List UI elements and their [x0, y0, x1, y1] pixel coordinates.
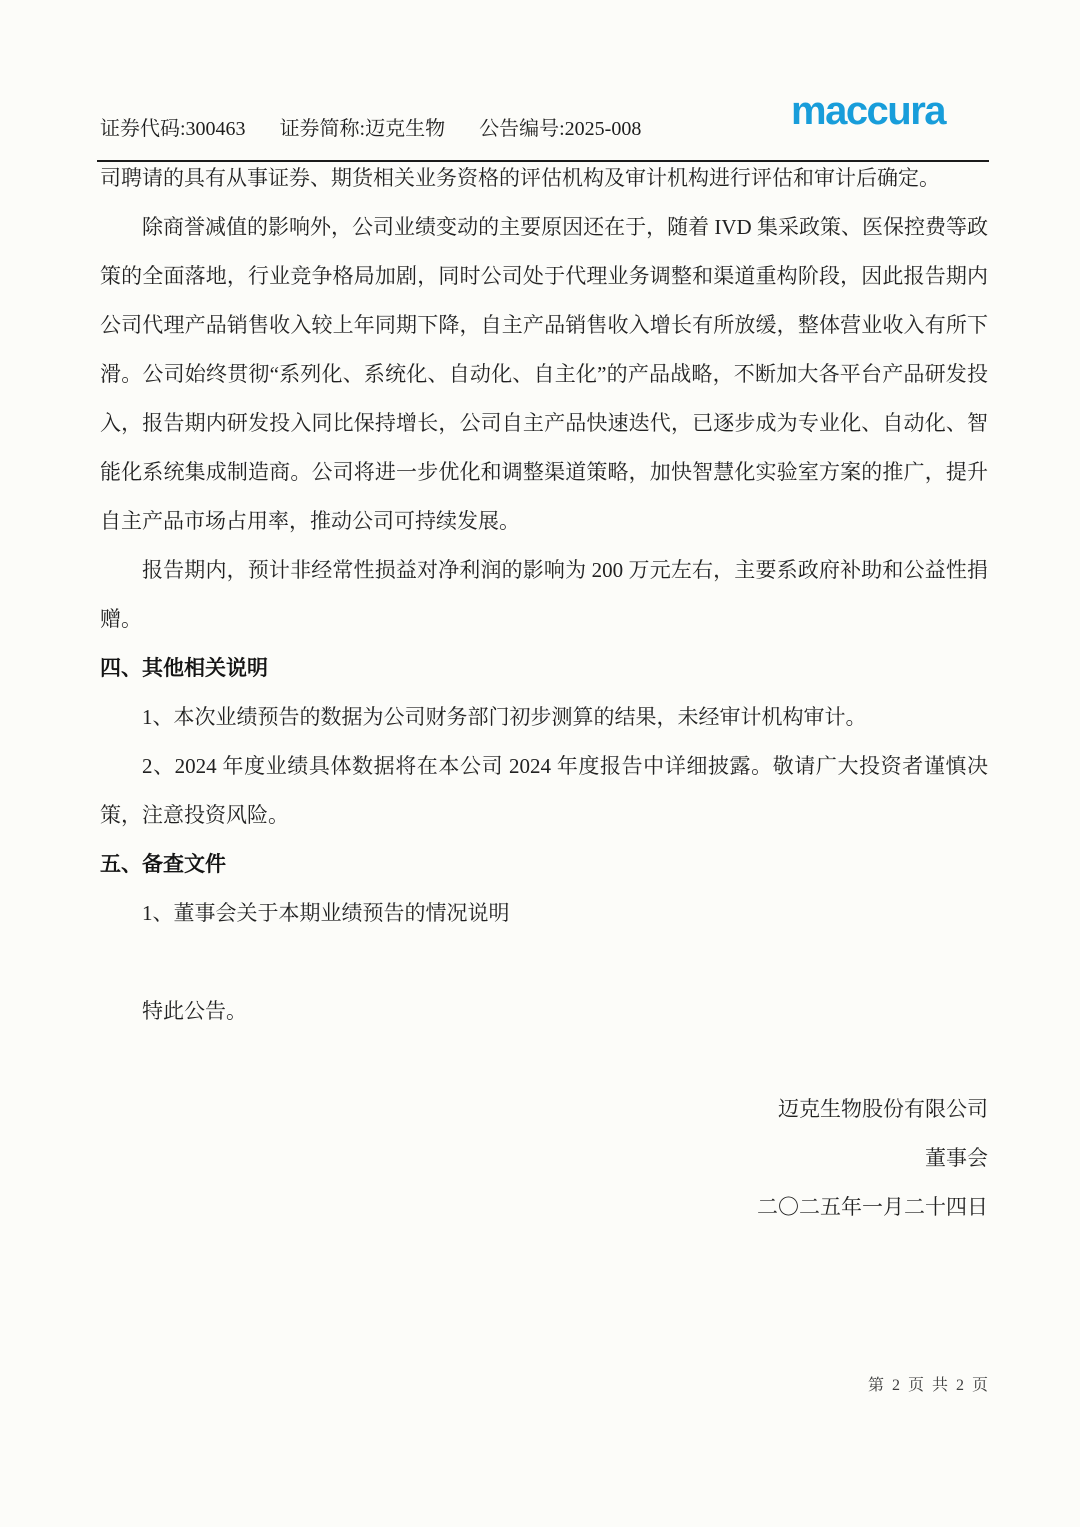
- signature-block: [100, 1085, 988, 1232]
- signature-date: 二〇二五年一月二十四日: [757, 1195, 988, 1219]
- paragraph-nonrecurring-items: 报告期内，预计非经常性损益对净利润的影响为 200 万元左右，主要系政府补助和公益性捐赠。: [100, 558, 988, 631]
- section-heading-reference-documents: 五、备查文件: [100, 853, 226, 876]
- announcement-number-text: 公告编号:2025-008: [479, 118, 642, 140]
- paragraph-continuation: 司聘请的具有从事证券、期货相关业务资格的评估机构及审计机构进行评估和审计后确定。: [100, 166, 940, 190]
- page-number: 第 2 页 共 2 页: [867, 1377, 990, 1394]
- signature-board: 董事会: [925, 1146, 988, 1170]
- paragraph-other-notes-item1: 1、本次业绩预告的数据为公司财务部门初步测算的结果，未经审计机构审计。: [142, 705, 867, 729]
- signature-company-name: 迈克生物股份有限公司: [778, 1097, 988, 1121]
- paragraph-performance-reasons: 除商誉减值的影响外，公司业绩变动的主要原因还在于，随着 IVD 集采政策、医保控费等政策的全面落地，行业竞争格局加剧，同时公司处于代理业务调整和渠道重构阶段，因此报告期内公司代理产品销售收入较上年同期下降，自主产品销售收入增长有所放缓，整体营业收入有所下滑。公司始终贯彻“系列化、系统化、自动化、自主化”的产品战略，不断加大各平台产品研发投入，报告期内研发投入同比保持增长，公司自主产品快速迭代，已逐步成为专业化、自动化、智能化系统集成制造商。公司将进一步优化和调整渠道策略，加快智慧化实验室方案的推广，提升自主产品市场占用率，推动公司可持续发展。: [100, 215, 988, 533]
- paragraph-other-notes-item2: 2、2024 年度业绩具体数据将在本公司 2024 年度报告中详细披露。敬请广大投资者谨慎决策，注意投资风险。: [100, 754, 988, 827]
- document-header: [100, 116, 641, 142]
- section-heading-other-notes: 四、其他相关说明: [100, 657, 268, 680]
- paragraph-reference-documents-item1: 1、董事会关于本期业绩预告的情况说明: [142, 901, 510, 925]
- maccura-logo: maccura: [791, 89, 946, 133]
- document-body: [100, 154, 988, 1232]
- stock-code-text: 证券代码:300463: [100, 118, 246, 140]
- closing-statement: 特此公告。: [142, 999, 247, 1023]
- stock-short-name-text: 证券简称:迈克生物: [279, 118, 446, 140]
